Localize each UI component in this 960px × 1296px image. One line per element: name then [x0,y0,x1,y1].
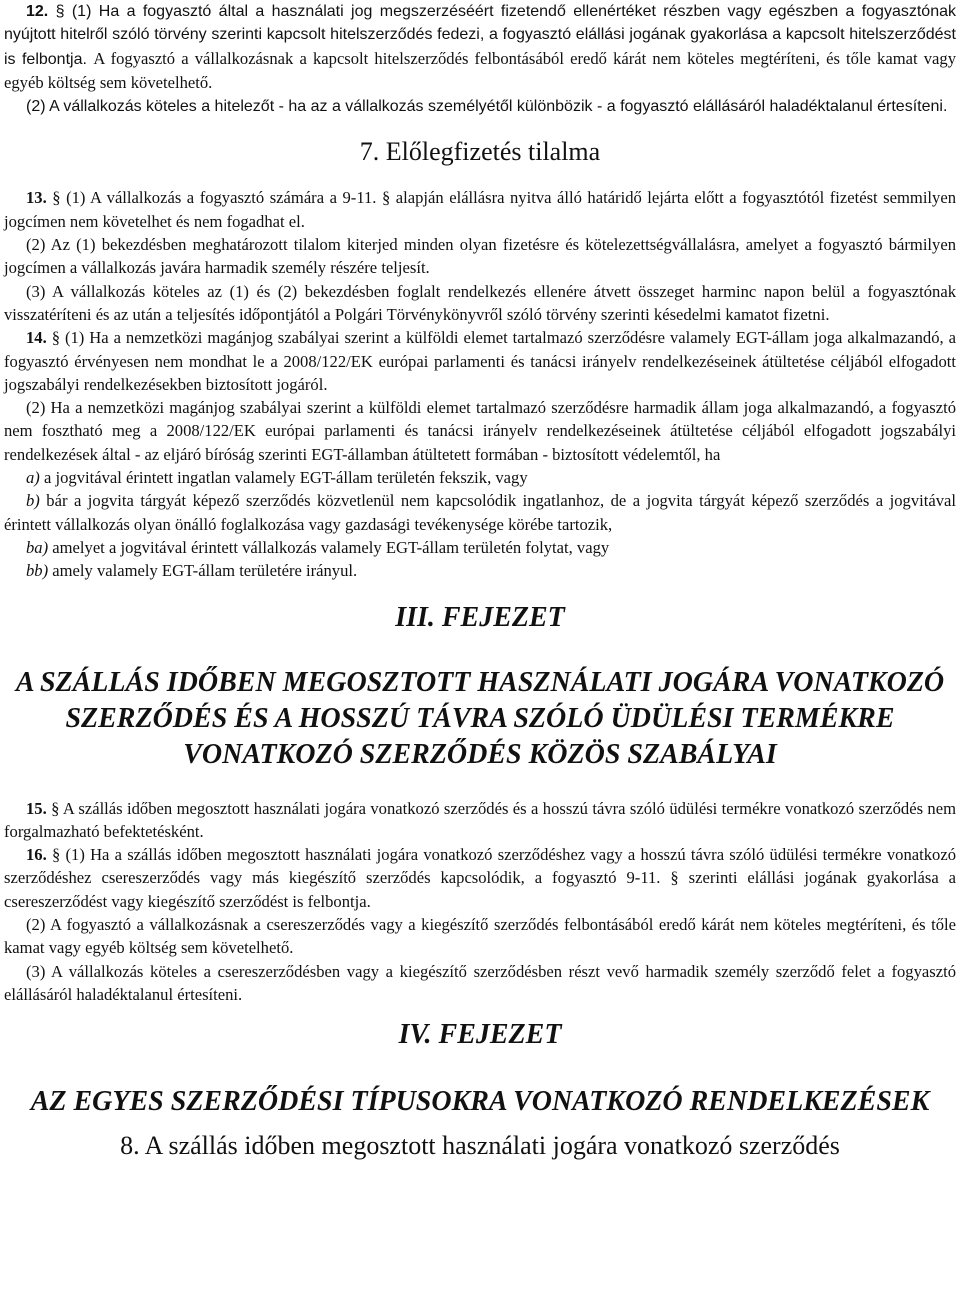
list-text: a jogvitával érintett ingatlan valamely EGT-állam területén fekszik, vagy [39,468,528,488]
paragraph-14-1 [4,326,956,396]
list-item-b [4,489,956,536]
chapter-heading-4: IV. FEJEZET [398,1019,562,1051]
section-number: 13. [26,188,47,208]
paragraph-14-2: (2) Ha a nemzetközi magánjog szabályai szerint a külföldi elemet tartalmazó szerződésre harmadik állam joga alkalmazandó, a fogyasztó nem fosztható meg a 2008/122/EK európai parlamenti és tanácsi irányelv rendelkezéseinek átültetése céljából elfogadott jogszabályi rendelkezések által - az eljáró bíróság szerinti EGT-államban átültetett formában - biztosított védelemtől, ha [4,398,956,464]
list-text: amelyet a jogvitával érintett vállalkozás valamely EGT-állam területén folytat, vagy [48,537,610,557]
list-label: bb) [26,561,49,581]
list-item-ba [4,536,956,559]
chapter-title-3: A SZÁLLÁS IDŐBEN MEGOSZTOTT HASZNÁLATI JOGÁRA VONATKOZÓ SZERZŐDÉS ÉS A HOSSZÚ TÁVRA SZÓLÓ ÜDÜLÉSI TERMÉKRE VONATKOZÓ SZERZŐDÉS KÖZÖS SZABÁLYAI [15,666,945,770]
paragraph-text: § (1) Ha a nemzetközi magánjog szabályai szerint a külföldi elemet tartalmazó szerződésre valamely EGT-állam joga alkalmazandó, a fogyasztó érvényesen nem mondhat le a 2008/122/EK európai parlamenti és tanácsi irányelv rendelkezéseinek átültetése céljából elfogadott jogszabályi rendelkezésekben biztosított jogáról. [4,328,956,394]
list-item-bb [4,559,956,582]
chapter-title-4: AZ EGYES SZERZŐDÉSI TÍPUSOKRA VONATKOZÓ RENDELKEZÉSEK [30,1086,930,1118]
section-number: 16. [26,845,47,865]
paragraph-text: § (1) Ha a szállás időben megosztott használati jogára vonatkozó szerződéshez vagy a hosszú távra szóló üdülési termékre vonatkozó szerződéshez csereszerződés vagy más kiegészítő szerződés kapcsolódik, a fogyasztó 9-11. § szerinti elállási jogának gyakorlása a csereszerződést vagy kiegészítő szerződést is felbontja. [4,845,956,911]
paragraph-text: § (1) A vállalkozás a fogyasztó számára a 9-11. § alapján elállásra nyitva álló határidő lejárta előtt a fogyasztótól fizetést semmilyen jogcímen nem követelhet és nem fogadhat el. [4,188,956,231]
section-number: 14. [26,328,47,348]
list-label: b) [26,491,40,511]
list-text: amely valamely EGT-állam területére irányul. [48,561,358,581]
paragraph-text: § (1) Ha a fogyasztó által a használati jog megszerzéséért fizetendő ellenértéket részben vagy egészben a fogyasztónak nyújtott hitelről szóló törvény szerinti kapcsolt hitelszerződés fedezi, a fogyasztó elállási jogának gyakorlása a kapcsolt hitelszerződést is felbontja. [4,3,956,68]
list-item-a [4,466,956,489]
section-title-8: 8. A szállás időben megosztott használati jogára vonatkozó szerződés [120,1131,840,1161]
paragraph-16-3: (3) A vállalkozás köteles a csereszerződésben vagy a kiegészítő szerződésben részt vevő harmadik személy szerződő felet a fogyasztó elállásáról haladéktalanul értesíteni. [4,961,956,1004]
section-title-7: 7. Előlegfizetés tilalma [359,137,601,167]
chapter-heading-3: III. FEJEZET [395,601,565,633]
paragraph-16-2: (2) A fogyasztó a vállalkozásnak a csereszerződés vagy a kiegészítő szerződés felbontásából eredő kárát nem köteles megtéríteni, és tőle kamat vagy egyéb költség sem követelhető. [4,915,956,958]
section-number: 12. [26,3,49,20]
paragraph-16-1 [4,843,956,913]
list-text: bár a jogvita tárgyát képező szerződés közvetlenül nem kapcsolódik ingatlanhoz, de a jogvita tárgyát képező szerződés a jogvitával érintett vállalkozás olyan önálló foglalkozása vagy gazdasági tevékenysége körébe tartozik, [4,491,956,534]
paragraph-12-2: (2) A vállalkozás köteles a hitelezőt - ha az a vállalkozás személyétől különbözik - a fogyasztó elállásáról haladéktalanul értesíteni. [26,98,948,116]
paragraph-12-1 [4,0,956,95]
list-label: a) [26,468,40,488]
paragraph-text: A fogyasztó a vállalkozásnak a kapcsolt hitelszerződés felbontásából eredő kárát nem köteles megtéríteni, és tőle kamat vagy egyéb költség sem követelhető. [4,48,957,92]
paragraph-13-2: (2) Az (1) bekezdésben meghatározott tilalom kiterjed minden olyan fizetésre és kötelezettségvállalásra, amelyet a fogyasztó bármilyen jogcímen a vállalkozás javára harmadik személy részére teljesít. [4,235,956,278]
paragraph-13-3: (3) A vállalkozás köteles az (1) és (2) bekezdésben foglalt rendelkezés ellenére átvett összeget harminc napon belül a fogyasztónak visszatéríteni és az után a teljesítés időpontjától a Polgári Törvénykönyvről szóló törvény szerinti késedelmi kamatot fizetni. [4,281,956,324]
section-number: 15. [26,798,47,818]
list-label: ba) [26,537,49,557]
paragraph-15 [4,797,956,844]
paragraph-13-1 [4,186,956,233]
paragraph-text: § A szállás időben megosztott használati jogára vonatkozó szerződés és a hosszú távra szóló üdülési termékre vonatkozó szerződés nem forgalmazható befektetésként. [4,798,956,841]
